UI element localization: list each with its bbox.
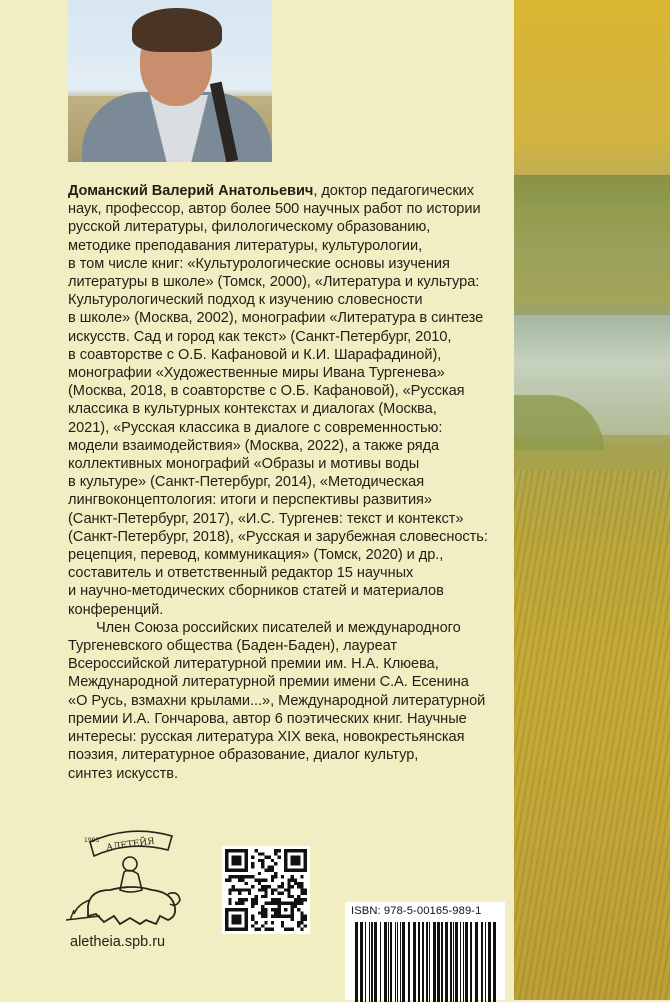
bio-line: русской литературы, филологическому образованию, bbox=[68, 219, 431, 236]
author-membership bbox=[68, 619, 508, 783]
bio-line: лингвоконцептология: итоги и перспективы развития» bbox=[68, 492, 432, 509]
membership-line: Всероссийской литературной премии им. Н.А. Клюева, bbox=[68, 656, 439, 673]
landscape-image bbox=[514, 0, 670, 1000]
membership-line: Международной литературной премии имени С.А. Есенина bbox=[68, 674, 469, 691]
bio-line: коллективных монографий «Образы и мотивы воды bbox=[68, 456, 420, 473]
bio-line: Культурологический подход к изучению словесности bbox=[68, 292, 423, 309]
isbn-label: ISBN: 978-5-00165-989-1 bbox=[351, 905, 482, 917]
membership-line: синтез искусств. bbox=[68, 765, 178, 782]
logo-year: 1993 bbox=[84, 837, 100, 844]
membership-line: интересы: русская литература XIX века, новокрестьянская bbox=[68, 729, 465, 746]
publisher-url: aletheia.spb.ru bbox=[70, 934, 166, 950]
author-bio bbox=[68, 182, 508, 619]
bio-line: модели взаимодействия» (Москва, 2022), а также ряда bbox=[68, 437, 440, 454]
bio-line: конференций. bbox=[68, 601, 164, 618]
bio-line: , доктор педагогических bbox=[313, 183, 475, 199]
bio-line: и научно-методических сборников статей и материалов bbox=[68, 583, 444, 600]
bio-line: в соавторстве с О.Б. Кафановой и К.И. Шарафадиной), bbox=[68, 346, 442, 363]
logo-text: АЛЕТЕЙЯ bbox=[105, 836, 156, 854]
landscape-meadow bbox=[514, 470, 670, 1000]
bio-line: наук, профессор, автор более 500 научных работ по истории bbox=[68, 201, 481, 218]
bio-line: (Санкт-Петербург, 2018), «Русская и зарубежная словесность: bbox=[68, 528, 488, 545]
membership-line: Член Союза российских писателей и международного bbox=[96, 619, 461, 636]
bio-line: в том числе книг: «Культурологические основы изучения bbox=[68, 255, 450, 272]
bio-line: в школе» (Москва, 2002), монографии «Литература в синтезе bbox=[68, 310, 484, 327]
qr-matrix bbox=[225, 849, 307, 931]
membership-line: премии И.А. Гончарова, автор 6 поэтических книг. Научные bbox=[68, 710, 467, 727]
author-name: Доманский Валерий Анатольевич bbox=[68, 183, 314, 199]
barcode-icon bbox=[353, 922, 499, 1002]
photo-hair bbox=[132, 8, 222, 52]
membership-line: поэзия, литературное образование, диалог культур, bbox=[68, 747, 419, 764]
bio-line: (Москва, 2018, в соавторстве с О.Б. Кафановой), «Русская bbox=[68, 383, 465, 400]
bio-line: (Санкт-Петербург, 2017), «И.С. Тургенев: текст и контекст» bbox=[68, 510, 464, 527]
bio-line: рецепция, перевод, коммуникация» (Томск, 2020) и др., bbox=[68, 547, 444, 564]
bio-line: составитель и ответственный редактор 15 научных bbox=[68, 565, 414, 582]
bio-line: литературы в школе» (Томск, 2000), «Литература и культура: bbox=[68, 274, 480, 291]
landscape-treeline bbox=[514, 175, 670, 215]
aletheia-logo bbox=[60, 820, 198, 930]
bio-line: в культуре» (Санкт-Петербург, 2014), «Методическая bbox=[68, 474, 425, 491]
bio-line: 2021), «Русская классика в диалоге с современностью: bbox=[68, 419, 443, 436]
bio-line: монографии «Художественные миры Ивана Тургенева» bbox=[68, 365, 445, 382]
bio-line: искусств. Сад и город как текст» (Санкт-Петербург, 2010, bbox=[68, 328, 452, 345]
bio-line: методике преподавания литературы, культурологии, bbox=[68, 237, 423, 254]
author-bio-block bbox=[68, 182, 508, 783]
author-photo bbox=[68, 0, 272, 162]
membership-line: Тургеневского общества (Баден-Баден), лауреат bbox=[68, 638, 398, 655]
qr-code-icon bbox=[222, 846, 310, 934]
membership-line: «О Русь, взмахни крылами...», Международной литературной bbox=[68, 692, 486, 709]
bio-line: классика в культурных контекстах и диалогах (Москва, bbox=[68, 401, 437, 418]
isbn-barcode-block bbox=[345, 902, 505, 1000]
landscape-sky bbox=[514, 0, 670, 175]
